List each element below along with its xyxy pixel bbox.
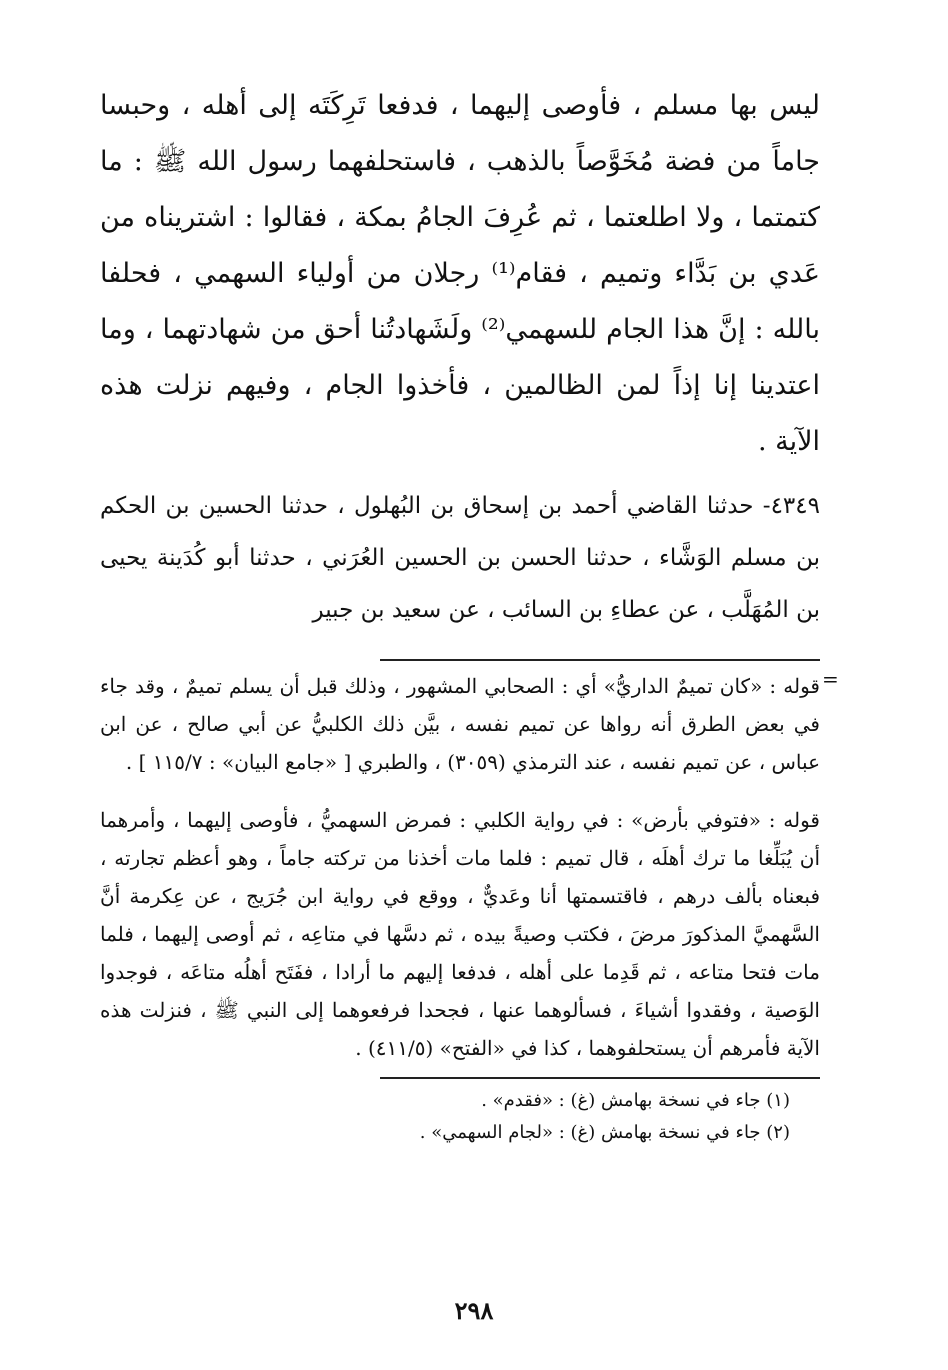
footnote-separator xyxy=(380,1077,820,1079)
continuation-marker: = xyxy=(822,667,839,691)
main-paragraph: ليس بها مسلم ، فأوصى إليهما ، فدفعا تَرِكَتَه إلى أهله ، وحبسا جاماً من فضة مُخَوَّصاً بالذهب ، فاستحلفهما رسول الله ﷺ : ما كتمتما ، ولا اطلعتما ، ثم عُرِفَ الجامُ بمكة ، فقالوا : اشتريناه من عَدي بن بَدَّاء وتميم ، فقام⁽¹⁾ رجلان من أولياء السهمي ، فحلفا بالله : إنَّ هذا الجام للسهمي⁽²⁾ ولَشَهادتُنا أحق من شهادتهما ، وما اعتدينا إنا إذاً لمن الظالمين ، فأخذوا الجام ، وفيهم نزلت هذه الآية . xyxy=(100,90,820,457)
commentary-paragraph-1: قوله : «كان تميمٌ الداريُّ» أي : الصحابي المشهور ، وذلك قبل أن يسلم تميمٌ ، وقد جاء في بعض الطرق أنه رواها عن تميم نفسه ، بيَّن ذلك الكلبيُّ عن أبي صالح ، عن ابن عباس ، عن تميم نفسه ، عند الترمذي (٣٠٥٩) ، والطبري [ «جامع البيان» : ١١٥/٧ ] . xyxy=(100,674,820,774)
page-number: ٢٩٨ xyxy=(454,1296,494,1325)
commentary-separator xyxy=(380,659,820,661)
footnote-2: (٢) جاء في نسخة بهامش (غ) : «لجام السهمي» . xyxy=(419,1122,790,1143)
footnotes xyxy=(100,1085,820,1149)
footnote-1: (١) جاء في نسخة بهامش (غ) : «فقدم» . xyxy=(481,1090,790,1111)
commentary-paragraph-2: قوله : «فتوفي بأرض» : في رواية الكلبي : فمرض السهميُّ ، فأوصى إليهما ، وأمرهما أن يُبَلِّغا ما ترك أهلَه ، قال تميم : فلما مات أخذنا من تركته جاماً ، وهو أعظم تجارته ، فبعناه بألف درهم ، فاقتسمتها أنا وعَديٌّ ، ووقع في رواية ابن جُرَيج ، عن عِكرمة أنَّ السَّهميَّ المذكورَ مرضَ ، فكتب وصيةً بيده ، ثم دسَّها في متاعِه ، ثم أوصى إليهما ، فلما مات فتحا متاعه ، ثم قَدِما على أهله ، فدفعا إليهم ما أرادا ، ففَتَح أهلُه متاعَه ، فوجدوا الوَصية ، وفقدوا أشياءَ ، فسألوهما عنها ، فجحدا فرفعوهما إلى النبي ﷺ ، فنزلت هذه الآية فأمرهم أن يستحلفوهما ، كذا في «الفتح» (٤١١/٥) . xyxy=(100,808,820,1060)
hadith-paragraph: ٤٣٤٩- حدثنا القاضي أحمد بن إسحاق بن البُهلول ، حدثنا الحسين بن الحكم بن مسلم الوَشَّاء ، حدثنا الحسن بن الحسين العُرَني ، حدثنا أبو كُدَينة يحيى بن المُهَلَّب ، عن عطاءِ بن السائب ، عن سعيد بن جبير xyxy=(100,493,820,623)
commentary-section xyxy=(100,667,839,1067)
page-body xyxy=(100,78,839,1149)
